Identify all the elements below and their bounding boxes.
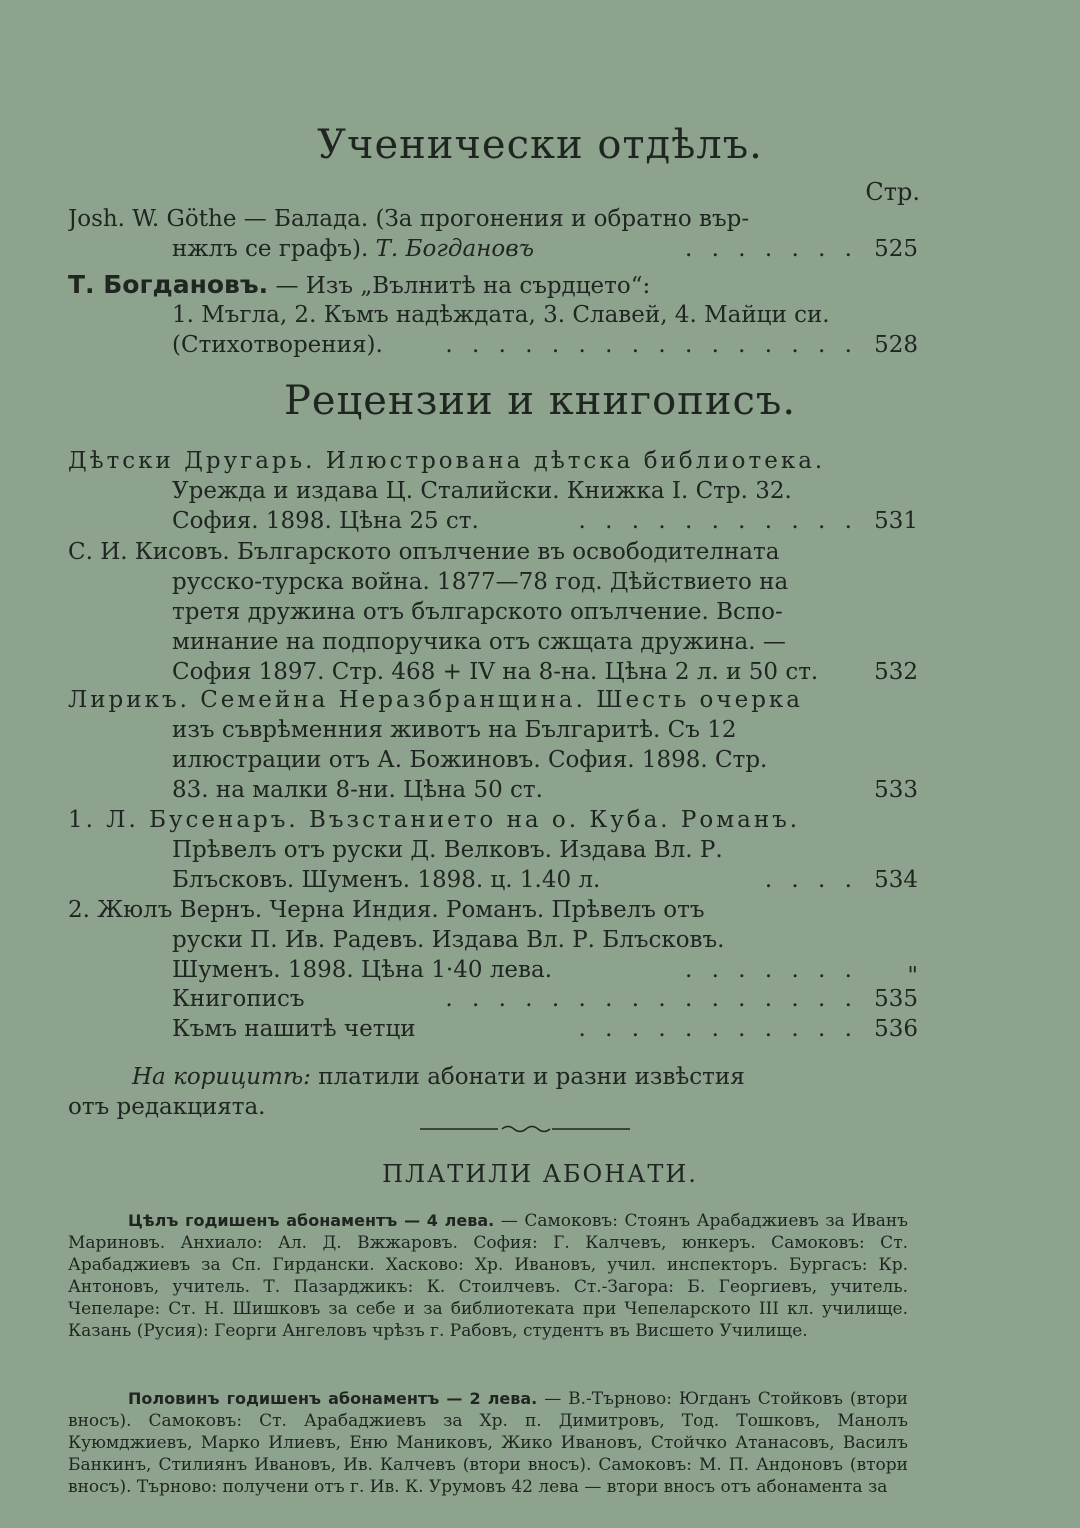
entry-line	[68, 984, 918, 1014]
entry-line	[68, 506, 918, 536]
section-title-students: Ученически отдѣлъ.	[317, 122, 763, 168]
subscribers-title: ПЛАТИЛИ АБОНАТИ.	[382, 1160, 698, 1188]
toc-entry	[68, 895, 918, 985]
entry-line	[68, 657, 918, 687]
leader-dots: . . . . . . .	[684, 236, 858, 262]
entry-line: 1. Мъгла, 2. Къмъ надѣждата, 3. Славей, 4. Майци си.	[172, 302, 830, 328]
leader-dots: . . . . . . . . . . . . . . . .	[445, 332, 858, 358]
toc-entry	[68, 1014, 918, 1044]
note-lead: На корицитѣ:	[132, 1064, 311, 1090]
page-number: 525	[874, 236, 918, 262]
subscribers-half-year	[68, 1388, 908, 1498]
entry-line	[68, 330, 918, 360]
entry-line: С. И. Кисовъ. Българското опълчение въ освободителната	[68, 539, 780, 565]
leader-dots: . . . . . . . . . . . . . . . .	[445, 986, 858, 1012]
entry-line	[68, 1014, 918, 1044]
page-number: 533	[874, 777, 918, 803]
entry-line: минание на подпоручика отъ сжщата дружина. —	[172, 629, 786, 655]
entry-line: Лирикъ. Семейна Неразбранщина. Шесть очерка	[68, 687, 804, 713]
entry-text: (Стихотворения).	[172, 332, 383, 358]
entry-text: — Изъ „Вълнитѣ на сърдцето“:	[268, 273, 651, 299]
toc-entry	[68, 805, 918, 895]
section-title-reviews: Рецензии и книгописъ.	[283, 378, 797, 424]
leader-dots: . . . .	[764, 867, 858, 893]
subscription-label: Цѣлъ годишенъ абонаментъ — 4 лева.	[128, 1211, 495, 1230]
entry-line: Дѣтски Другарь. Илюстрована дѣтска библиотека.	[68, 448, 826, 474]
entry-text: Шуменъ. 1898. Цѣна 1·40 лева.	[172, 957, 553, 983]
toc-entry	[68, 204, 918, 264]
entry-line: руски П. Ив. Радевъ. Издава Вл. Р. Блъсковъ.	[172, 927, 725, 953]
entry-text: София 1897. Стр. 468 + IV на 8-на. Цѣна 2 л. и 50 ст.	[172, 659, 819, 685]
entry-line	[68, 234, 918, 264]
entry-line: 2. Жюлъ Вернъ. Черна Индия. Романъ. Прѣвелъ отъ	[68, 897, 705, 923]
cover-note	[68, 1062, 858, 1122]
page-number: 528	[874, 332, 918, 358]
entry-text: 83. на малки 8-ни. Цѣна 50 ст.	[172, 777, 543, 803]
page-number: 531	[874, 508, 918, 534]
page-number: 536	[874, 1016, 918, 1042]
entry-author: Т. Богдановъ	[375, 236, 534, 262]
entry-line: Урежда и издава Ц. Сталийски. Книжка I. Стр. 32.	[172, 478, 792, 504]
toc-entry	[68, 270, 918, 360]
page-number: 535	[874, 986, 918, 1012]
entry-text: нжлъ се графъ).	[172, 236, 376, 262]
entry-line	[68, 270, 918, 300]
note-text: платили абонати и разни извѣстия	[310, 1064, 745, 1090]
leader-dots: . . . . . . . . . . .	[578, 1016, 858, 1042]
note-line: отъ редакцията.	[68, 1094, 266, 1120]
entry-line	[68, 865, 918, 895]
toc-entry	[68, 685, 918, 805]
entry-line: илюстрации отъ А. Божиновъ. София. 1898. Стр.	[172, 747, 768, 773]
entry-text: София. 1898. Цѣна 25 ст.	[172, 508, 479, 534]
subscribers-full-year	[68, 1210, 908, 1342]
entry-line: Прѣвелъ отъ руски Д. Велковъ. Издава Вл. Р.	[172, 837, 723, 863]
entry-line	[68, 955, 918, 985]
entry-text: Книгописъ	[172, 986, 305, 1012]
page-number: 532	[874, 659, 918, 685]
entry-text: Къмъ нашитѣ четци	[172, 1016, 416, 1042]
toc-entry	[68, 984, 918, 1014]
toc-entry	[68, 537, 918, 687]
entry-line: 1. Л. Бусенаръ. Възстанието на о. Куба. Романъ.	[68, 807, 801, 833]
entry-author: Т. Богдановъ.	[68, 270, 269, 299]
subscribers-list: — В.-Търново: Югданъ Стойковъ (втори вносъ). Самоковъ: Ст. Арабаджиевъ за Хр. п. Димитровъ, Тод. Тошковъ, Манолъ Куюмджиевъ, Марко Илиевъ, Еню Маниковъ, Жико Ивановъ, Стойчко Атанасовъ, Василъ Банкинъ, Стилиянъ Ивановъ, Ив. Калчевъ (втори вносъ). Самоковъ: М. П. Андоновъ (втори вносъ). Търново: получени отъ г. Ив. К. Урумовъ 42 лева — втори вносъ отъ абонамента за	[68, 1389, 908, 1497]
entry-text: Блъсковъ. Шуменъ. 1898. ц. 1.40 л.	[172, 867, 601, 893]
leader-dots: . . . . . . .	[684, 957, 858, 983]
ornament-divider	[420, 1124, 630, 1134]
ditto-mark: "	[907, 963, 918, 985]
page-column-header: Стр.	[865, 178, 920, 206]
leader-dots: . . . . . . . . . . .	[578, 508, 858, 534]
entry-line: изъ съврѣменния животъ на Българитѣ. Съ 12	[172, 717, 737, 743]
toc-entry	[68, 446, 918, 536]
entry-line: третя дружина отъ българското опълчение. Вспо-	[172, 599, 783, 625]
subscription-label: Половинъ годишенъ абонаментъ — 2 лева.	[128, 1389, 538, 1408]
entry-line: русско-турска война. 1877—78 год. Дѣйствието на	[172, 569, 789, 595]
entry-line: Josh. W. Göthe — Балада. (За прогонения и обратно вър-	[68, 206, 750, 232]
note-line	[68, 1062, 858, 1092]
entry-line	[68, 775, 918, 805]
page-number: 534	[874, 867, 918, 893]
subscribers-list: — Самоковъ: Стоянъ Арабаджиевъ за Иванъ Мариновъ. Анхиало: Ал. Д. Вжжаровъ. София: Г. Калчевъ, юнкеръ. Самоковъ: Ст. Арабаджиевъ за Сп. Гирдански. Хасково: Хр. Ивановъ, учил. инспекторъ. Бургасъ: Кр. Антоновъ, учитель. Т. Пазарджикъ: К. Стоилчевъ. Ст.-Загора: Б. Георгиевъ, учитель. Чепеларе: Ст. Н. Шишковъ за себе и за библиотеката при Чепеларското III кл. училище. Казань (Русия): Георги Ангеловъ чрѣзъ г. Рабовъ, студентъ въ Висшето Училище.	[68, 1211, 908, 1341]
